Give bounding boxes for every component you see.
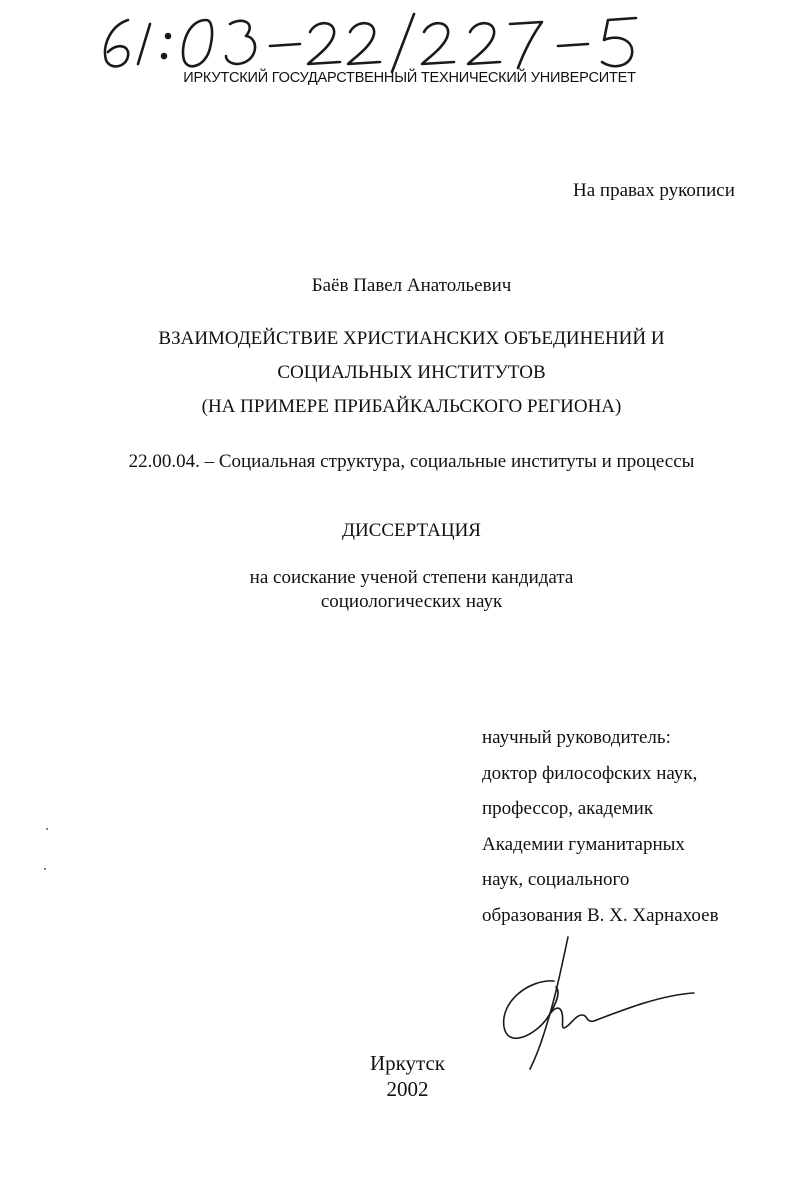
author-name: Баёв Павел Анатольевич <box>311 275 512 296</box>
title-line: ВЗАИМОДЕЙСТВИЕ ХРИСТИАНСКИХ ОБЪЕДИНЕНИЙ И <box>158 328 665 349</box>
scan-speck <box>46 828 48 830</box>
document-type: ДИССЕРТАЦИЯ <box>342 520 481 541</box>
supervisor-line: наук, социального <box>482 869 630 890</box>
supervisor-line: доктор философских наук, <box>482 762 698 784</box>
supervisor-line: научный руководитель: <box>482 727 671 748</box>
degree-line: на соискание ученой степени кандидата <box>249 567 574 588</box>
title-line: СОЦИАЛЬНЫХ ИНСТИТУТОВ <box>277 362 546 383</box>
degree-statement <box>12 566 799 614</box>
city-year <box>8 1050 799 1102</box>
supervisor-line: Академии гуманитарных <box>482 833 685 855</box>
supervisor-line: образования В. Х. Харнахоев <box>482 904 719 926</box>
university-name: ИРКУТСКИЙ ГОСУДАРСТВЕННЫЙ ТЕХНИЧЕСКИЙ УНИВЕРСИТЕТ <box>183 70 636 86</box>
year: 2002 <box>386 1077 429 1101</box>
supervisor-line: профессор, академик <box>482 798 654 819</box>
title-line: (НА ПРИМЕРЕ ПРИБАЙКАЛЬСКОГО РЕГИОНА) <box>201 396 622 417</box>
handwritten-archive-code <box>88 6 708 76</box>
scan-speck <box>44 868 46 870</box>
dissertation-title <box>12 322 799 424</box>
supervisor-block <box>482 720 719 933</box>
rights-note: На правах рукописи <box>573 180 735 201</box>
city: Иркутск <box>369 1051 446 1075</box>
degree-line: социологических наук <box>320 591 503 612</box>
specialty-code: 22.00.04. – Социальная структура, социальные институты и процессы <box>128 451 695 472</box>
